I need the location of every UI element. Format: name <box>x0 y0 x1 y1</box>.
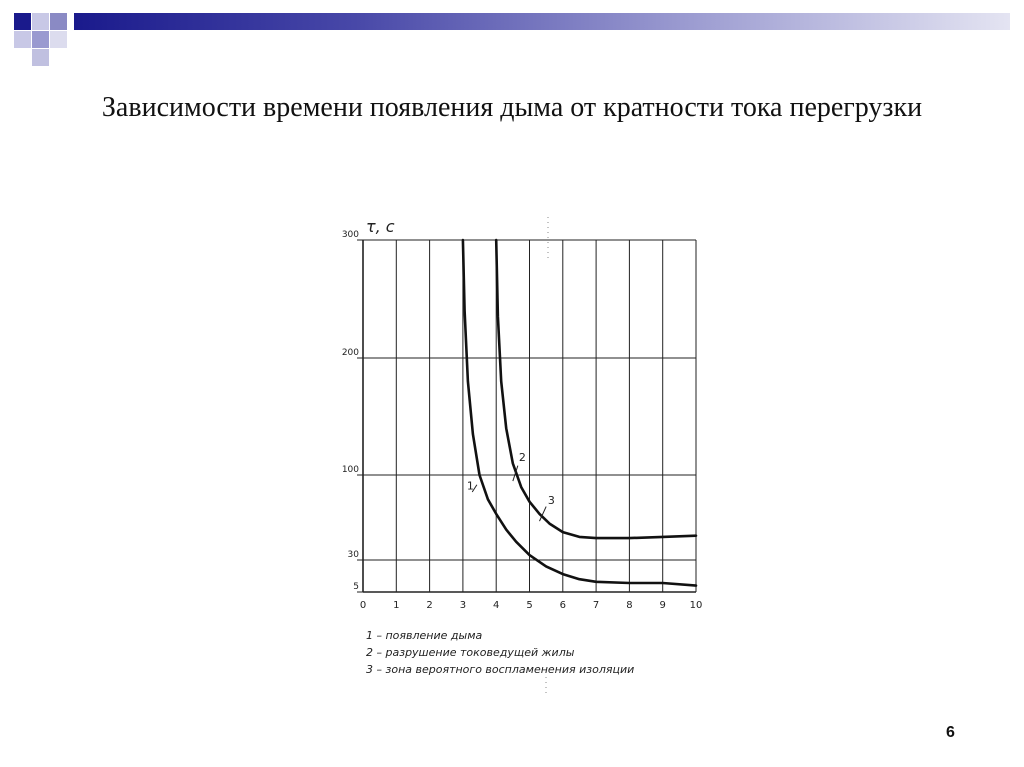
logo-square-light-2 <box>14 31 31 48</box>
y-axis-label: τ, с <box>366 217 395 236</box>
x-tick-label: 2 <box>426 600 433 611</box>
chart-legend <box>366 629 634 676</box>
curve-label-3: 3 <box>547 494 555 508</box>
logo-square-light-3 <box>50 31 67 48</box>
x-tick-label: 7 <box>592 600 600 611</box>
x-tick-label: 8 <box>626 600 633 611</box>
x-tick-label: 6 <box>559 600 566 611</box>
y-tick-labels <box>342 230 359 592</box>
logo-square-mid-2 <box>32 31 49 48</box>
smoke-time-chart <box>330 205 720 705</box>
x-tick-label: 9 <box>659 600 666 611</box>
legend-item: 2 – разрушение токоведущей жилы <box>366 646 575 659</box>
x-tick-label: 10 <box>689 600 703 611</box>
x-tick-label: 1 <box>393 600 400 611</box>
logo-square-light <box>32 13 49 30</box>
y-tick-label: 200 <box>341 348 359 358</box>
curve-label-2: 2 <box>518 450 526 464</box>
y-tick-label: 30 <box>347 550 359 560</box>
x-tick-label: 3 <box>459 600 467 611</box>
y-tick-label: 300 <box>341 230 359 240</box>
logo-square-mid <box>50 13 67 30</box>
legend-item: 3 – зона вероятного воспламенения изоляции <box>366 663 635 676</box>
slide-number: 6 <box>946 724 955 741</box>
chart-grid <box>357 240 696 592</box>
legend-item: 1 – появление дыма <box>366 629 483 642</box>
y-tick-label: 100 <box>341 465 359 475</box>
y-tick-label: 5 <box>353 582 359 592</box>
logo-square-mid-3 <box>32 49 49 66</box>
curve-labels <box>467 451 555 521</box>
slide-title: Зависимости времени появления дыма от кратности тока перегрузки <box>101 92 923 123</box>
x-tick-label: 0 <box>359 600 367 611</box>
x-tick-labels <box>360 600 703 611</box>
x-tick-label: 5 <box>526 600 533 611</box>
chart-curves <box>463 240 696 586</box>
curve-label-1: 1 <box>466 479 474 493</box>
header-gradient-bar <box>74 13 1010 30</box>
logo-square-dark <box>14 13 31 30</box>
x-tick-label: 4 <box>493 600 500 611</box>
